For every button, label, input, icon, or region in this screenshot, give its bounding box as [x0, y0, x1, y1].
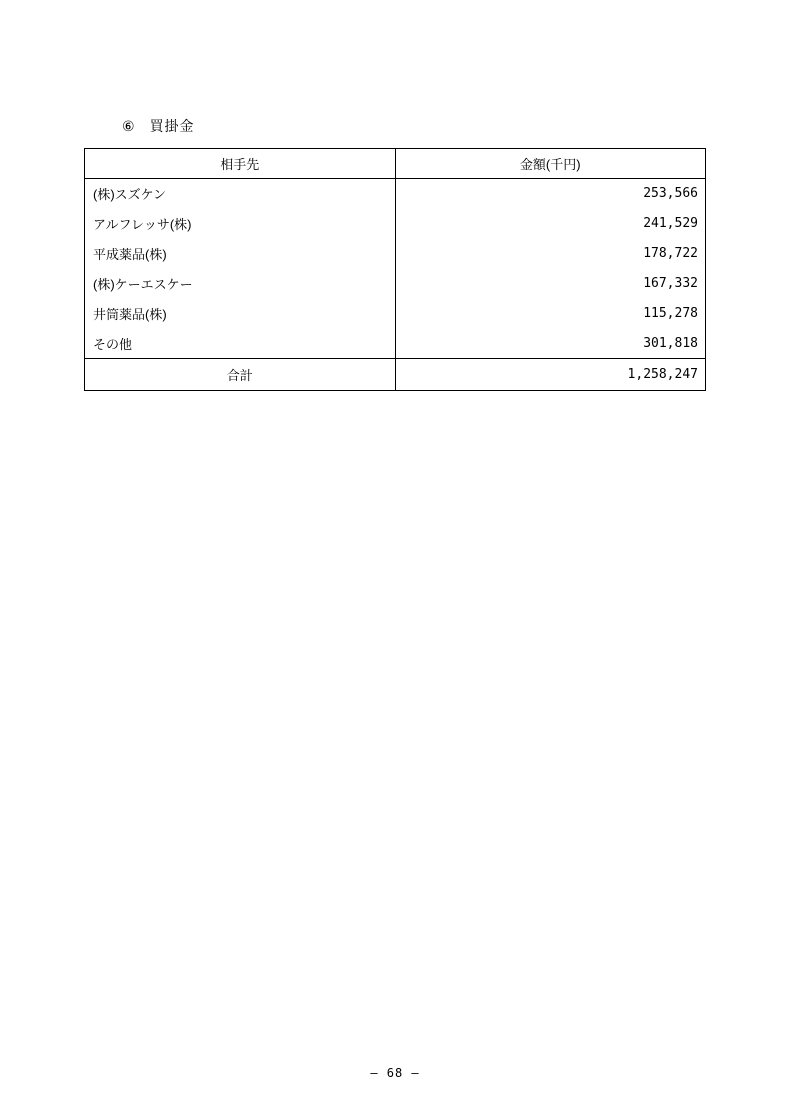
total-row	[85, 359, 706, 391]
col-header-counterparty: 相手先	[85, 149, 396, 179]
counterparty-cell: 井筒薬品(株)	[85, 299, 396, 329]
amount-cell: 115,278	[395, 299, 706, 329]
total-label-cell: 合計	[85, 359, 396, 391]
payables-table	[84, 148, 706, 391]
section-number: ⑥	[122, 118, 136, 134]
section-heading	[122, 116, 195, 136]
table-header-row	[85, 149, 706, 179]
table-row	[85, 269, 706, 299]
table-row	[85, 209, 706, 239]
amount-cell: 241,529	[395, 209, 706, 239]
counterparty-cell: その他	[85, 329, 396, 359]
counterparty-cell: (株)ケーエスケー	[85, 269, 396, 299]
table-row	[85, 179, 706, 209]
amount-cell: 167,332	[395, 269, 706, 299]
table-row	[85, 239, 706, 269]
counterparty-cell: (株)スズケン	[85, 179, 396, 209]
amount-cell: 301,818	[395, 329, 706, 359]
counterparty-cell: アルフレッサ(株)	[85, 209, 396, 239]
total-amount-cell: 1,258,247	[395, 359, 706, 391]
amount-cell: 178,722	[395, 239, 706, 269]
section-title: 買掛金	[149, 118, 195, 134]
table-row	[85, 299, 706, 329]
page-footer	[0, 1066, 790, 1080]
amount-cell: 253,566	[395, 179, 706, 209]
col-header-amount: 金額(千円)	[395, 149, 706, 179]
counterparty-cell: 平成薬品(株)	[85, 239, 396, 269]
page-number: — 68 —	[370, 1066, 420, 1080]
table-row	[85, 329, 706, 359]
